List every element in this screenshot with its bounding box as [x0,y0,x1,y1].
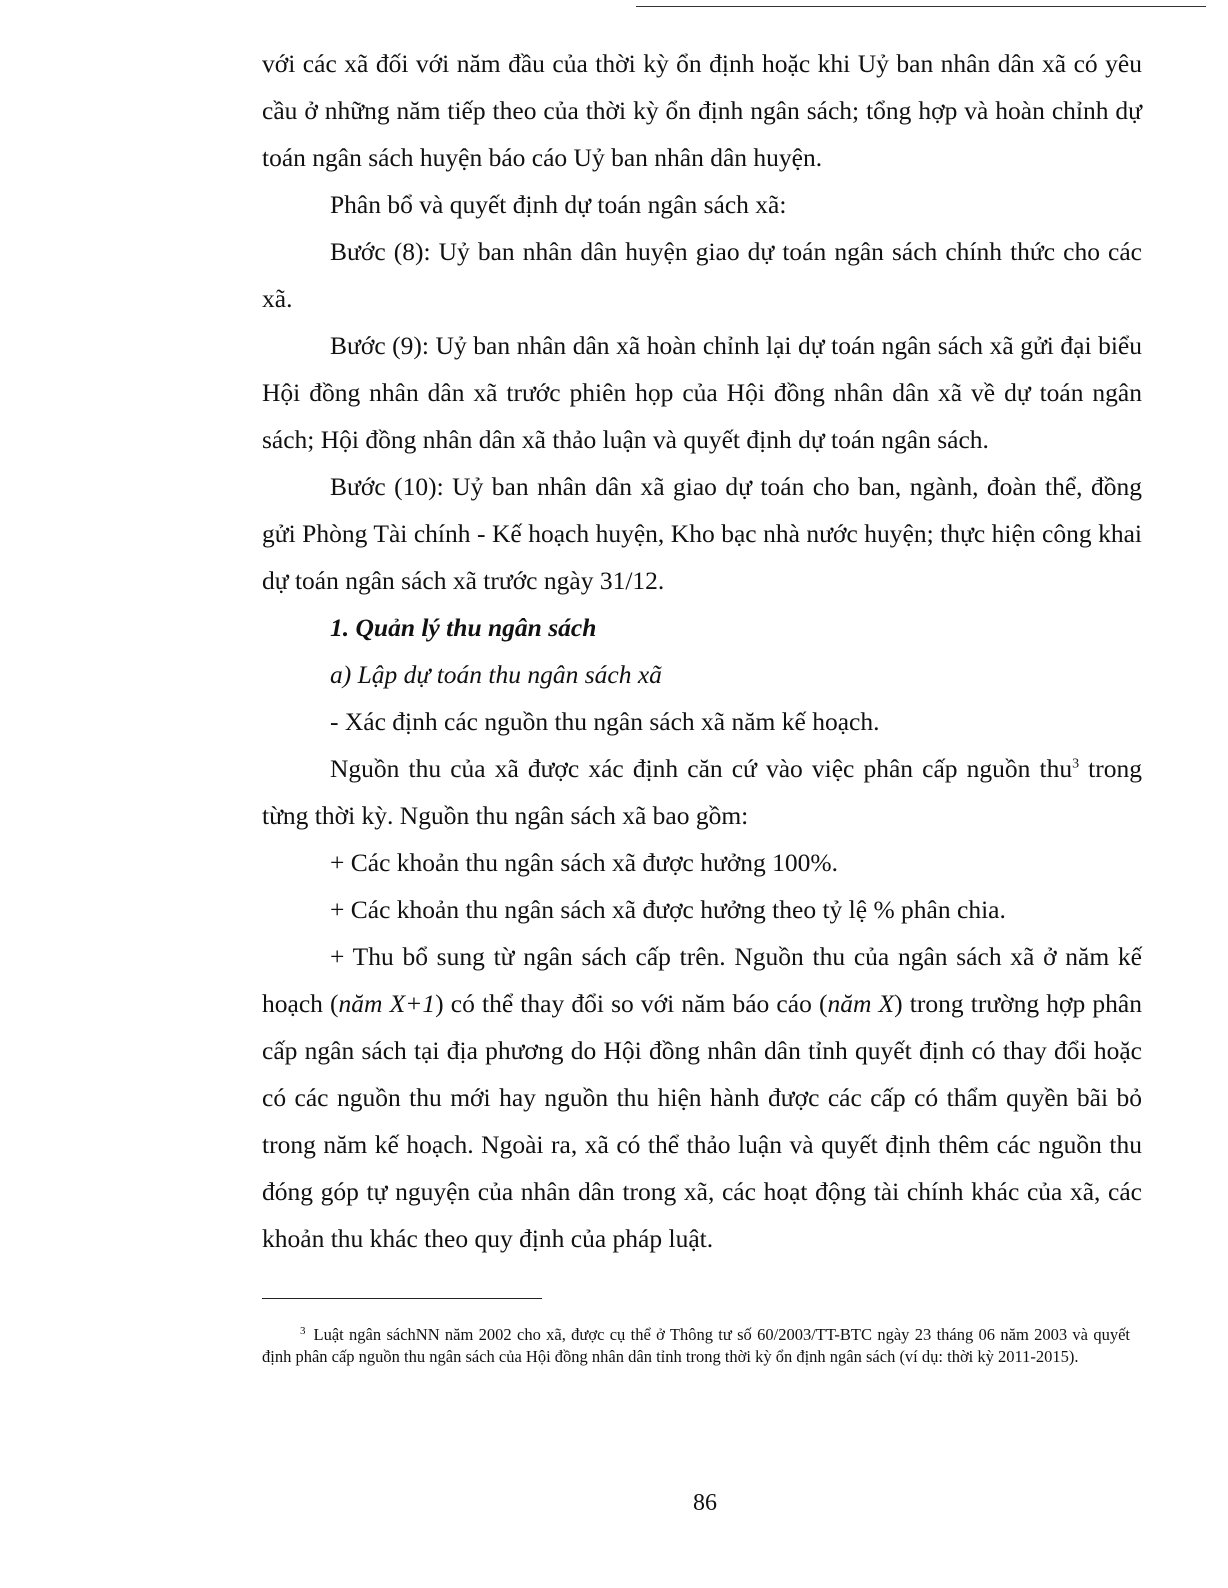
paragraph-allocation-intro: Phân bổ và quyết định dự toán ngân sách xã: [330,190,787,219]
paragraph-continuation: với các xã đối với năm đầu của thời kỳ ổn định hoặc khi Uỷ ban nhân dân xã có yêu cầu ở những năm tiếp theo của thời kỳ ổn định ngân sách; tổng hợp và hoàn chỉnh dự toán ngân sách huyện báo cáo Uỷ ban nhân dân huyện. [262,49,1142,172]
supplement-italic-plan-year: năm X+1 [338,989,436,1018]
page-number: 86 [693,1490,717,1516]
plus-item-shared-ratio: + Các khoản thu ngân sách xã được hưởng theo tỷ lệ % phân chia. [330,895,1006,924]
supplement-part-3: ) trong trường hợp phân cấp ngân sách tại địa phương do Hội đồng nhân dân tỉnh quyết định có thay đổi hoặc có các nguồn thu mới hay nguồn thu hiện hành được các cấp có thẩm quyền bãi bỏ trong năm kế hoạch. Ngoài ra, xã có thể thảo luận và quyết định thêm các nguồn thu đóng góp tự nguyện của nhân dân trong xã, các hoạt động tài chính khác của xã, các khoản thu khác theo quy định của pháp luật. [262,989,1142,1253]
bullet-intro: - Xác định các nguồn thu ngân sách xã năm kế hoạch. [330,707,880,736]
footnote-separator [262,1298,542,1299]
plus-item-100-percent: + Các khoản thu ngân sách xã được hưởng 100%. [330,848,839,877]
header-rule [636,6,1206,7]
sources-text-before: Nguồn thu của xã được xác định căn cứ vào việc phân cấp nguồn thu [330,754,1073,783]
sources-text-after: trong từng thời kỳ. Nguồn thu ngân sách xã bao gồm: [262,754,1143,830]
paragraph-step-8: Bước (8): Uỷ ban nhân dân huyện giao dự toán ngân sách chính thức cho các xã. [262,237,1142,313]
footnote-paragraph [262,1324,1130,1368]
subsection-heading: a) Lập dự toán thu ngân sách xã [330,660,662,689]
paragraph-supplement [262,933,1142,1262]
paragraph-step-9: Bước (9): Uỷ ban nhân dân xã hoàn chỉnh lại dự toán ngân sách xã gửi đại biểu Hội đồng nhân dân xã trước phiên họp của Hội đồng nhân dân xã về dự toán ngân sách; Hội đồng nhân dân xã thảo luận và quyết định dự toán ngân sách. [262,331,1142,454]
supplement-italic-report-year: năm X [827,989,895,1018]
footnote [262,1324,1130,1368]
paragraph-step-10: Bước (10): Uỷ ban nhân dân xã giao dự toán cho ban, ngành, đoàn thể, đồng gửi Phòng Tài chính - Kế hoạch huyện, Kho bạc nhà nước huyện; thực hiện công khai dự toán ngân sách xã trước ngày 31/12. [262,472,1142,595]
body-text [262,40,1142,1262]
footnote-text: Luật ngân sáchNN năm 2002 cho xã, được cụ thể ở Thông tư số 60/2003/TT-BTC ngày 23 tháng 06 năm 2003 và quyết định phân cấp nguồn thu ngân sách của Hội đồng nhân dân tỉnh trong thời kỳ ổn định ngân sách (ví dụ: thời kỳ 2011-2015). [262,1325,1130,1366]
footnote-reference: 3 [1072,756,1080,772]
supplement-part-1: + Thu bổ sung từ ngân sách cấp trên. Nguồn thu của ngân sách xã ở năm kế hoạch ( [262,942,1142,1018]
paragraph-sources [262,745,1142,839]
supplement-part-2: ) có thể thay đổi so với năm báo cáo ( [435,989,828,1018]
footnote-marker: 3 [300,1324,306,1337]
section-heading: 1. Quản lý thu ngân sách [330,613,597,642]
